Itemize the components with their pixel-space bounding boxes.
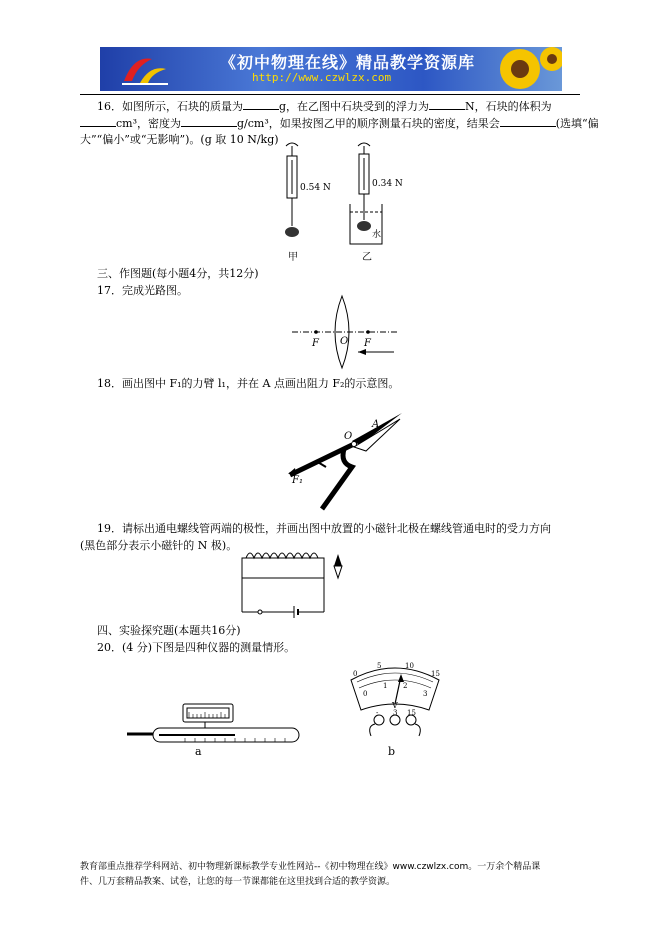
meter-unit: V <box>392 701 398 710</box>
q16-line1: 16．如图所示，石块的质量为 g，在乙图中石块受到的浮力为 N，石块的体积为 <box>97 97 552 115</box>
focus-right: F <box>364 338 371 349</box>
q16-line3: 大”“偏小”或“无影响”)。(g 取 10 N/kg) <box>80 133 279 146</box>
label-a: 甲 <box>288 252 298 263</box>
label-a-q20: a <box>195 745 202 758</box>
thermometer-figure <box>125 700 305 760</box>
point-a-label: A <box>372 419 380 430</box>
q19-line2: (黑色部分表示小磁针的 N 极)。 <box>80 539 238 552</box>
scale-bottom-1: 1 <box>383 682 388 690</box>
site-logo-icon <box>114 51 174 87</box>
scale-top-3: 15 <box>431 670 440 678</box>
label-b-q20: b <box>388 745 396 758</box>
footer-line1: 教育部重点推荐学科网站、初中物理新课标教学专业性网站--《初中物理在线》www.czwlzx.com。一万余个精品课 <box>80 862 541 872</box>
scale-bottom-2: 2 <box>403 682 408 690</box>
reading-a: 0.54 N <box>300 183 331 193</box>
terminal-3: 3 <box>393 709 398 717</box>
q19-line1: 19．请标出通电螺线管两端的极性，并画出图中放置的小磁针北极在螺线管通电时的受力方向 <box>97 522 551 535</box>
focus-left: F <box>312 338 319 349</box>
q16-line2: cm³，密度为 g/cm³，如果按图乙甲的顺序测量石块的密度，结果会 (选填“偏 <box>80 114 599 132</box>
scale-top-0: 0 <box>353 670 358 678</box>
q17-text: 17．完成光路图。 <box>97 284 188 297</box>
voltmeter-figure <box>345 662 445 742</box>
label-b: 乙 <box>362 252 372 263</box>
spring-scale-figure <box>270 140 420 265</box>
sunflower-icon <box>480 47 562 91</box>
scale-top-1: 5 <box>377 662 382 670</box>
scale-bottom-3: 3 <box>423 690 428 698</box>
header-rule <box>80 94 580 95</box>
header-banner <box>100 47 562 91</box>
q20-text: 20．(4 分)下图是四种仪器的测量情形。 <box>97 641 296 654</box>
terminal-minus: - <box>376 709 379 717</box>
pivot-label: O <box>344 431 353 442</box>
lens-diagram <box>290 292 400 372</box>
section3-title: 三、作图题(每小题4分，共12分) <box>97 267 259 280</box>
water-label: 水 <box>372 230 382 240</box>
compass-south-icon <box>334 566 342 578</box>
banner-title: 《初中物理在线》精品教学资源库 <box>220 53 476 72</box>
scale-top-2: 10 <box>405 662 414 670</box>
solenoid-circuit <box>236 550 356 620</box>
optical-center: O <box>340 336 349 347</box>
force-f1-label: F₁ <box>292 475 303 486</box>
q18-text: 18．画出图中 F₁的力臂 l₁，并在 A 点画出阻力 F₂的示意图。 <box>97 377 400 390</box>
reading-b: 0.34 N <box>372 179 403 189</box>
compass-north-icon <box>334 554 342 566</box>
section4-title: 四、实验探究题(本题共16分) <box>97 624 241 637</box>
terminal-15: 15 <box>407 709 416 717</box>
scale-bottom-0: 0 <box>363 690 368 698</box>
scissors-diagram <box>282 405 412 515</box>
banner-url[interactable]: http://www.czwlzx.com <box>252 71 392 84</box>
footer-line2: 件、几万套精品教案、试卷，让您的每一节课都能在这里找到合适的教学资源。 <box>80 877 396 887</box>
